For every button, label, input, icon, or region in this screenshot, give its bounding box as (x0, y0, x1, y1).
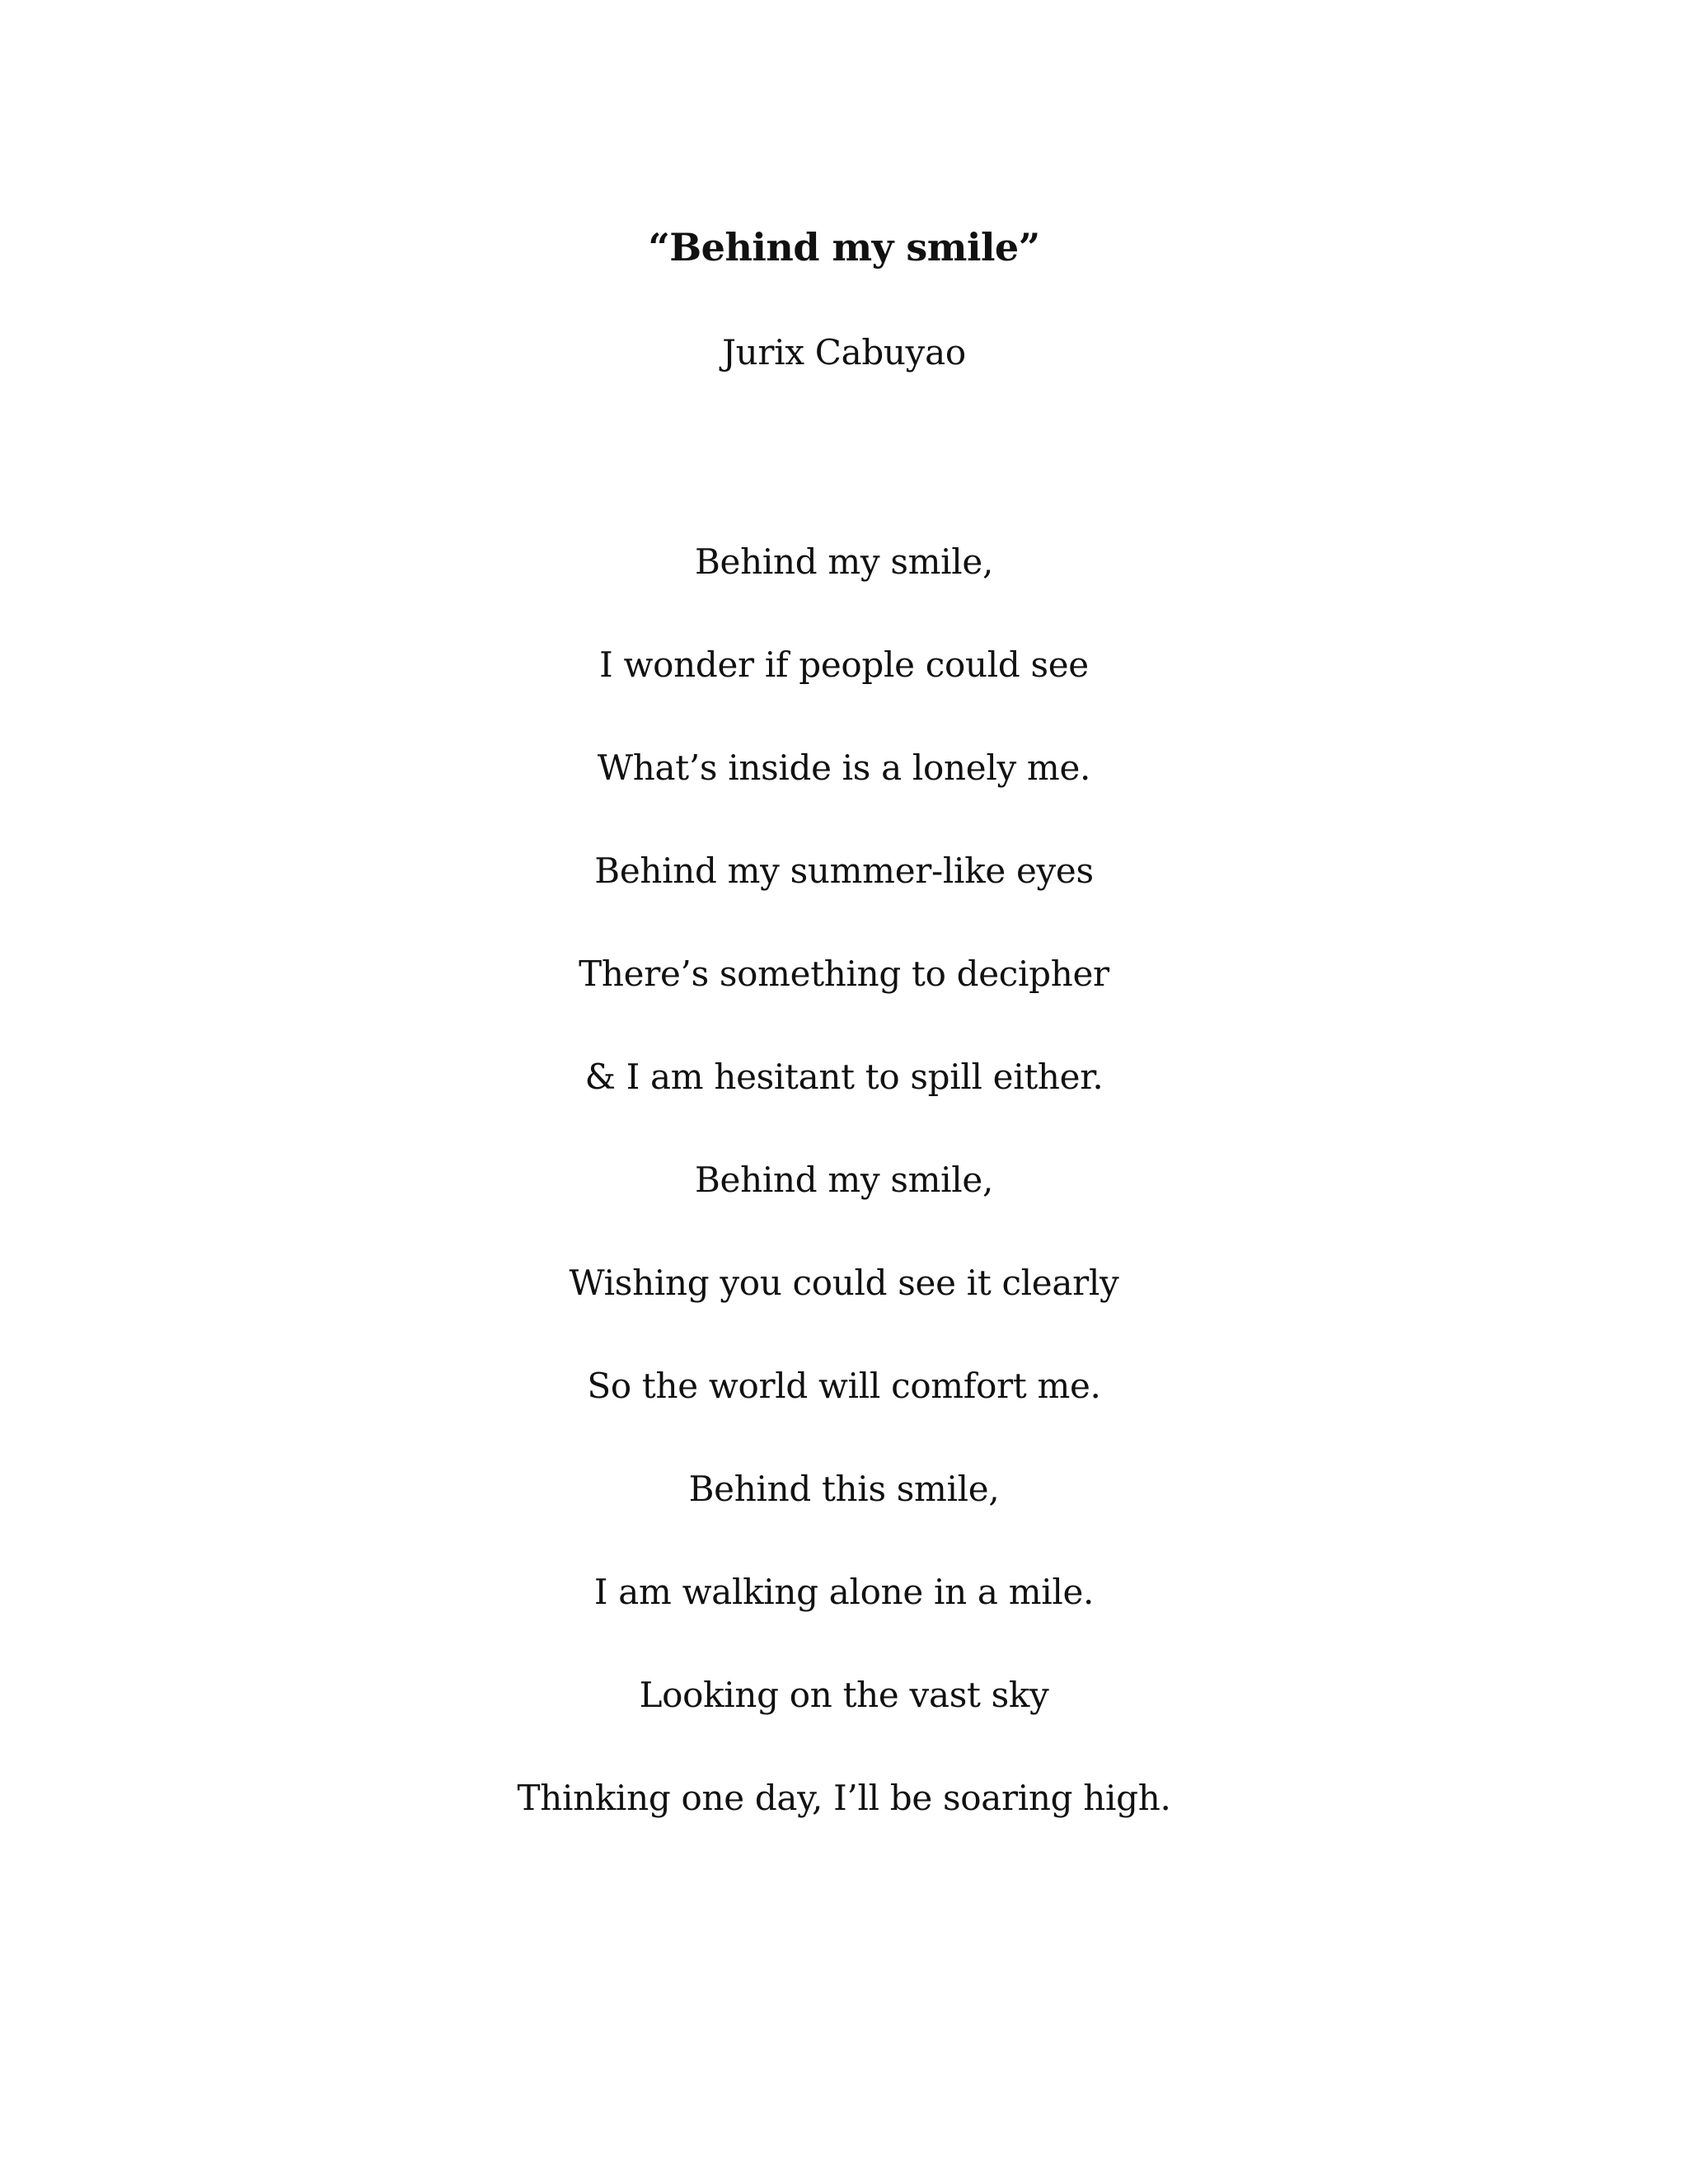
poem-title: “Behind my smile” (648, 225, 1040, 269)
poem-body (0, 537, 1688, 1877)
poem-line: Thinking one day, I’ll be soaring high. (517, 1778, 1171, 1818)
poem-line: So the world will comfort me. (587, 1366, 1101, 1406)
poem-line: Wishing you could see it clearly (569, 1263, 1119, 1303)
poem-line: Behind my smile, (694, 541, 994, 582)
poem-line: There’s something to decipher (579, 954, 1109, 994)
poem-line: & I am hesitant to spill either. (584, 1057, 1104, 1097)
poem-line: What’s inside is a lonely me. (597, 748, 1091, 788)
poem-line: Looking on the vast sky (639, 1675, 1049, 1715)
poem-line: Behind this smile, (688, 1469, 1000, 1509)
poem-author: Jurix Cabuyao (722, 332, 966, 373)
poem-line: Behind my smile, (694, 1160, 994, 1200)
poem-line: I am walking alone in a mile. (593, 1572, 1095, 1612)
poem-line: Behind my summer-like eyes (594, 851, 1094, 891)
poem-line: I wonder if people could see (599, 644, 1089, 685)
